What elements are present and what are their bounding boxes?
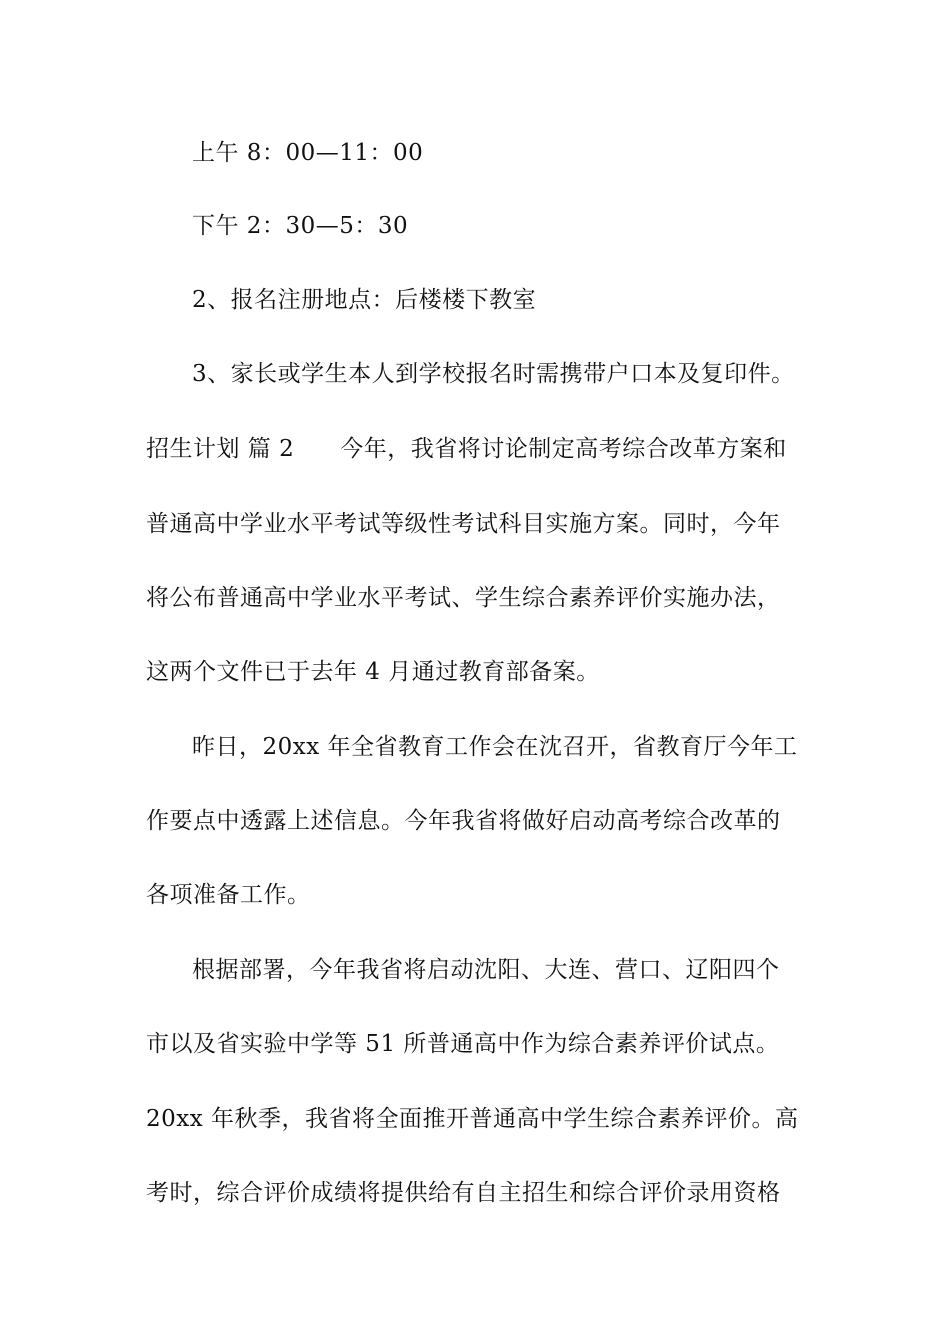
paragraph-line: 各项准备工作。: [146, 882, 311, 908]
paragraph-line: 作要点中透露上述信息。今年我省将做好启动高考综合改革的: [146, 808, 781, 834]
section-heading-row: [146, 434, 787, 464]
paragraph-line: 考时，综合评价成绩将提供给有自主招生和综合评价录用资格: [146, 1180, 781, 1206]
registration-requirements: 3、家长或学生本人到学校报名时需携带户口本及复印件。: [192, 361, 795, 387]
schedule-morning: 上午 8：00—11：00: [192, 140, 424, 166]
paragraph-line: 普通高中学业水平考试等级性考试科目实施方案。同时，今年: [146, 511, 781, 537]
paragraph-line: 20xx 年秋季，我省将全面推开普通高中学生综合素养评价。高: [146, 1106, 799, 1132]
paragraph-line: 根据部署，今年我省将启动沈阳、大连、营口、辽阳四个: [192, 957, 780, 983]
paragraph-line: 这两个文件已于去年 4 月通过教育部备案。: [146, 659, 600, 685]
paragraph-text: 今年，我省将讨论制定高考综合改革方案和: [340, 436, 787, 462]
section-heading: 招生计划 篇 2: [146, 436, 295, 462]
paragraph-line: 市以及省实验中学等 51 所普通高中作为综合素养评价试点。: [146, 1031, 780, 1057]
schedule-afternoon: 下午 2：30—5：30: [192, 213, 409, 239]
paragraph-line: 将公布普通高中学业水平考试、学生综合素养评价实施办法，: [146, 585, 781, 611]
paragraph-line: 昨日，20xx 年全省教育工作会在沈召开，省教育厅今年工: [192, 734, 798, 760]
registration-location: 2、报名注册地点：后楼楼下教室: [192, 287, 537, 313]
